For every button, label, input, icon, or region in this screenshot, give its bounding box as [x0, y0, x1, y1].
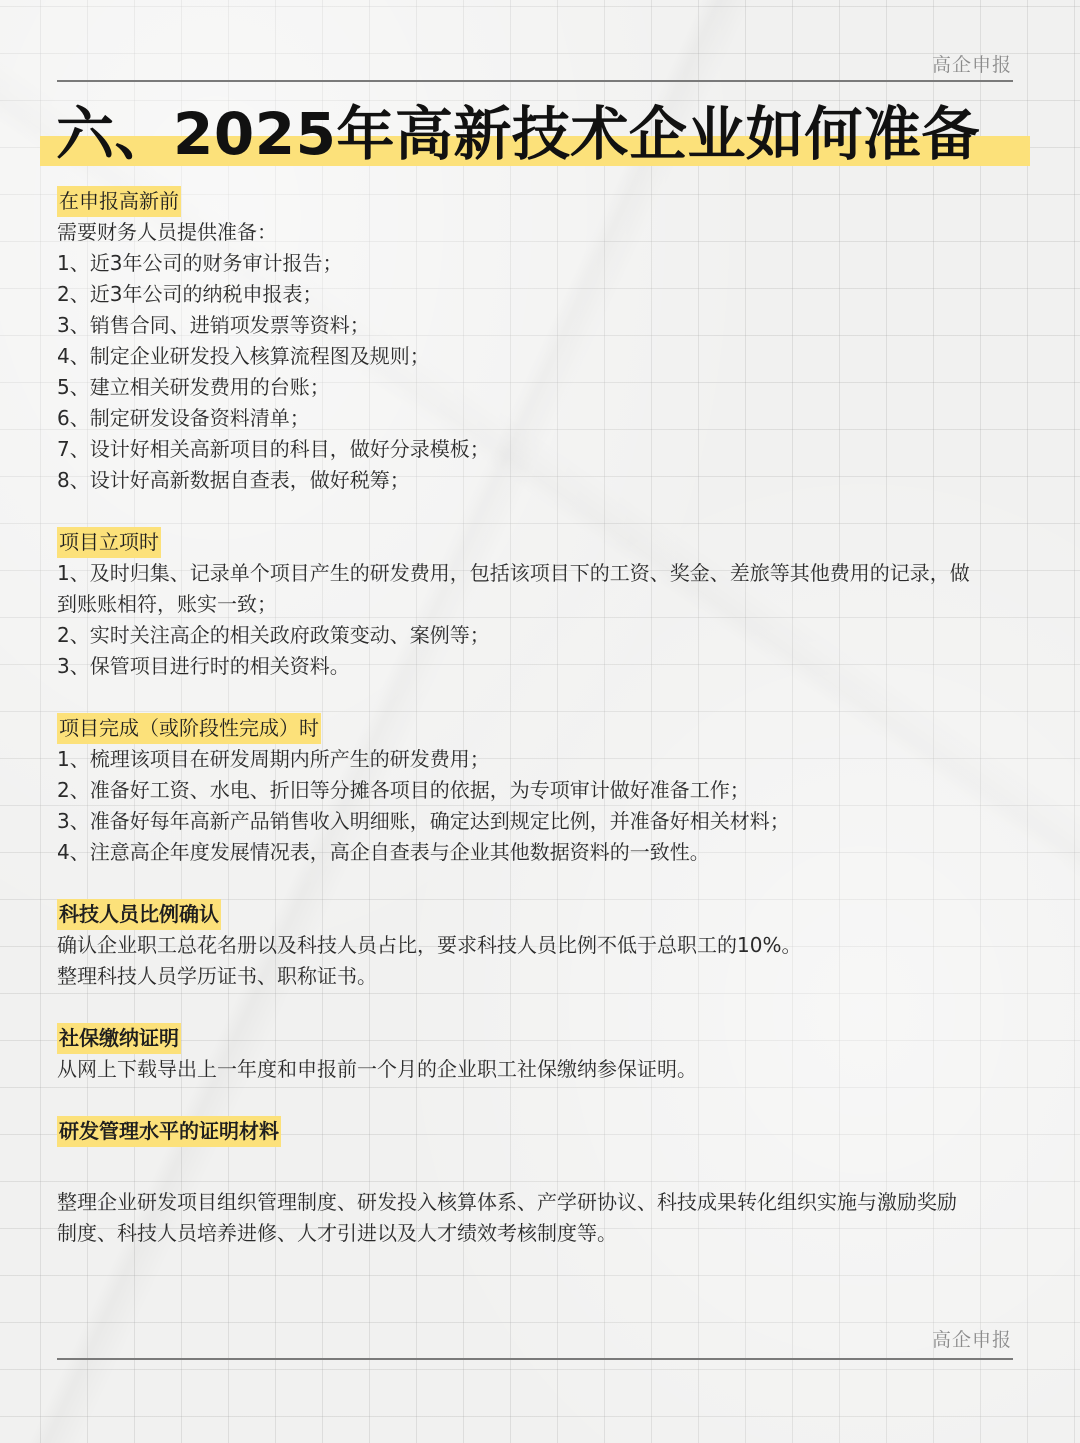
top-divider — [57, 80, 1013, 82]
list-item: 3、销售合同、进销项发票等资料； — [57, 313, 370, 337]
spacer — [57, 682, 1067, 713]
list-item: 5、建立相关研发费用的台账； — [57, 375, 330, 399]
section-rd-management — [57, 1116, 1067, 1249]
spacer — [57, 496, 1067, 527]
list-item: 1、及时归集、记录单个项目产生的研发费用，包括该项目下的工资、奖金、差旅等其他费用的记录，做 — [57, 561, 970, 585]
spacer — [57, 992, 1067, 1023]
section-social-security — [57, 1023, 1067, 1085]
list-item: 制度、科技人员培养进修、人才引进以及人才绩效考核制度等。 — [57, 1221, 617, 1245]
brand-label-bottom: 高企申报 — [931, 1329, 1012, 1351]
list-item: 确认企业职工总花名册以及科技人员占比，要求科技人员比例不低于总职工的10%。 — [57, 933, 802, 957]
list-item: 3、保管项目进行时的相关资料。 — [57, 654, 350, 678]
list-item: 1、梳理该项目在研发周期内所产生的研发费用； — [57, 747, 490, 771]
section-tech-staff-ratio — [57, 899, 1067, 992]
list-item: 7、设计好相关高新项目的科目，做好分录模板； — [57, 437, 490, 461]
section-heading: 项目完成（或阶段性完成）时 — [57, 713, 321, 744]
list-item: 2、实时关注高企的相关政府政策变动、案例等； — [57, 623, 490, 647]
title-block — [40, 98, 1030, 170]
page-title: 六、2025年高新技术企业如何准备 — [56, 100, 980, 168]
list-item: 4、制定企业研发投入核算流程图及规则； — [57, 344, 430, 368]
section-project-initiation — [57, 527, 1067, 682]
section-heading: 在申报高新前 — [57, 186, 181, 217]
list-item: 整理企业研发项目组织管理制度、研发投入核算体系、产学研协议、科技成果转化组织实施与激励奖励 — [57, 1190, 957, 1214]
list-item: 6、制定研发设备资料清单； — [57, 406, 310, 430]
spacer — [57, 1147, 1067, 1187]
list-item: 8、设计好高新数据自查表，做好税筹； — [57, 468, 410, 492]
list-item: 2、准备好工资、水电、折旧等分摊各项目的依据，为专项审计做好准备工作； — [57, 778, 750, 802]
spacer — [57, 868, 1067, 899]
list-item: 整理科技人员学历证书、职称证书。 — [57, 964, 377, 988]
content — [57, 186, 1067, 1249]
list-item: 4、注意高企年度发展情况表，高企自查表与企业其他数据资料的一致性。 — [57, 840, 710, 864]
list-item: 2、近3年公司的纳税申报表； — [57, 282, 323, 306]
list-item: 1、近3年公司的财务审计报告； — [57, 251, 343, 275]
list-item: 到账账相符，账实一致； — [57, 592, 277, 616]
list-item: 3、准备好每年高新产品销售收入明细账，确定达到规定比例，并准备好相关材料； — [57, 809, 790, 833]
bottom-divider — [57, 1358, 1013, 1360]
section-project-completion — [57, 713, 1067, 868]
list-item: 从网上下载导出上一年度和申报前一个月的企业职工社保缴纳参保证明。 — [57, 1057, 697, 1081]
list-item: 需要财务人员提供准备： — [57, 220, 277, 244]
spacer — [57, 1085, 1067, 1116]
section-heading: 项目立项时 — [57, 527, 161, 558]
brand-label-top: 高企申报 — [931, 54, 1012, 76]
section-heading: 科技人员比例确认 — [57, 899, 221, 930]
section-before-application — [57, 186, 1067, 496]
section-heading: 研发管理水平的证明材料 — [57, 1116, 281, 1147]
section-heading: 社保缴纳证明 — [57, 1023, 181, 1054]
